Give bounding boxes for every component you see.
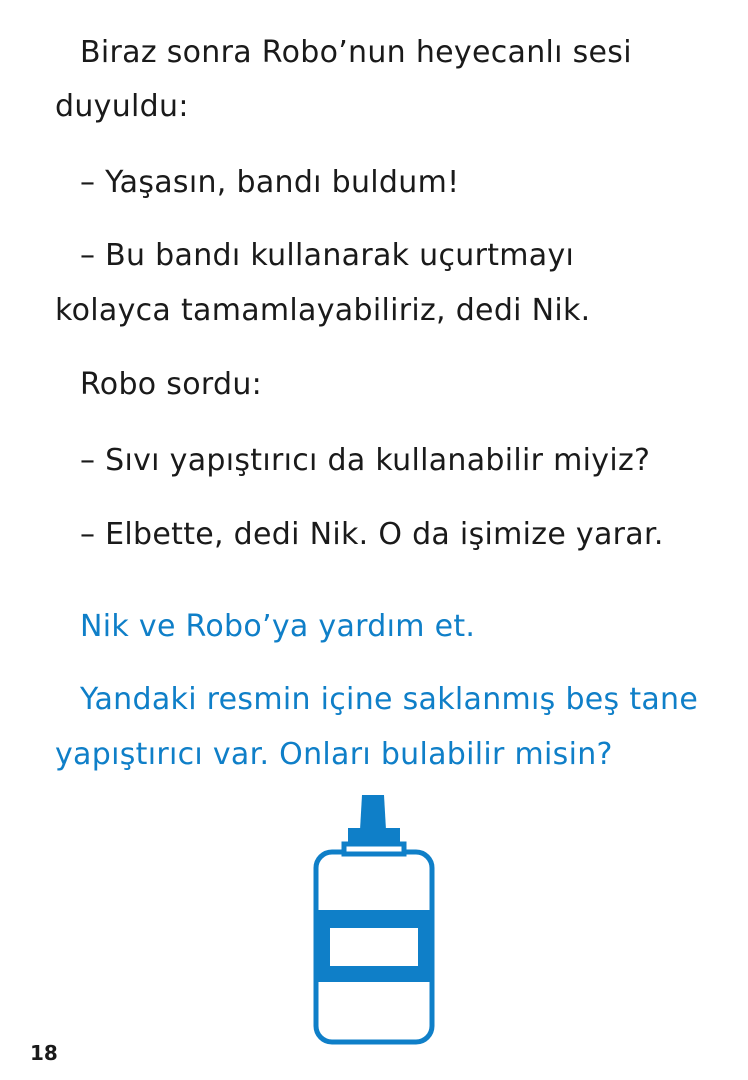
story-line: duyuldu: [55, 89, 189, 124]
story-line: Biraz sonra Robo’nun heyecanlı sesi [80, 35, 632, 70]
activity-title: Nik ve Robo’ya yardım et. [80, 609, 476, 644]
story-line: Robo sordu: [80, 367, 263, 402]
glue-bottle-icon [300, 790, 450, 1050]
story-line: – Bu bandı kullanarak uçurtmayı [80, 238, 575, 273]
activity-instruction: Yandaki resmin içine saklanmış beş tane [80, 682, 699, 717]
story-line: – Elbette, dedi Nik. O da işimize yarar. [80, 517, 664, 552]
story-line: – Yaşasın, bandı buldum! [80, 165, 460, 200]
story-line: – Sıvı yapıştırıcı da kullanabilir miyiz? [80, 443, 651, 478]
page-number: 18 [30, 1041, 58, 1065]
activity-instruction: yapıştırıcı var. Onları bulabilir misin? [55, 737, 613, 772]
story-line: kolayca tamamlayabiliriz, dedi Nik. [55, 293, 591, 328]
